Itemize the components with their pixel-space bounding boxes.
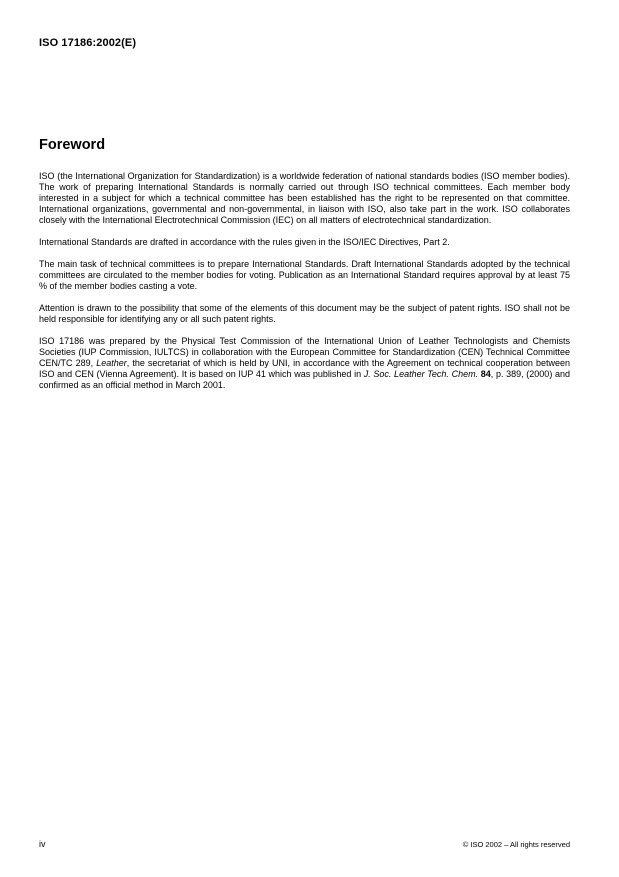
paragraph-technical-committees: The main task of technical committees is to prepare International Standards. Draft International Standards adopted by the technical committees are circulated to the member bodies for voting. Publication as an International Standard requires approval by at least 75 % of the member bodies casting a vote.: [39, 259, 570, 291]
copyright-notice: © ISO 2002 – All rights reserved: [462, 840, 570, 849]
paragraph-iso-intro: ISO (the International Organization for Standardization) is a worldwide federation of national standards bodies (ISO member bodies). The work of preparing International Standards is normally carried out through ISO technical committees. Each member body interested in a subject for which a technical committee has been established has the right to be represented on that committee. International organizations, governmental and non-governmental, in liaison with ISO, also take part in the work. ISO collaborates closely with the International Electrotechnical Commission (IEC) on all matters of electrotechnical standardization.: [39, 171, 570, 225]
section-title: Foreword: [39, 137, 106, 153]
committee-title-leather: Leather: [96, 358, 127, 368]
paragraph-preparation: [39, 336, 570, 391]
preparation-text-1: ISO 17186 was prepared by the Physical Test Commission of the International Union of Leather Technologists and Chemists Societies (IUP Commission, IULTCS) in collaboration with the European Committee for Standardization (CEN) Technical Committee CEN/TC 289,: [39, 336, 570, 368]
journal-name: J. Soc. Leather Tech. Chem.: [363, 369, 479, 379]
paragraph-directives: International Standards are drafted in accordance with the rules given in the ISO/IEC Directives, Part 2.: [39, 237, 450, 247]
paragraph-patent-rights: Attention is drawn to the possibility that some of the elements of this document may be the subject of patent rights. ISO shall not be held responsible for identifying any or all such patent rights.: [39, 303, 570, 324]
preparation-text-2: , the secretariat of which is held by UNI, in accordance with the Agreement on technical cooperation between ISO and CEN (Vienna Agreement). It is based on IUP 41 which was published in: [39, 358, 570, 379]
document-id: ISO 17186:2002(E): [39, 37, 137, 49]
journal-volume: 84: [480, 369, 491, 379]
preparation-text-3: , p. 389, (2000) and confirmed as an official method in March 2001.: [39, 369, 570, 390]
foreword-body: [39, 171, 570, 391]
page-number: iv: [39, 839, 46, 849]
